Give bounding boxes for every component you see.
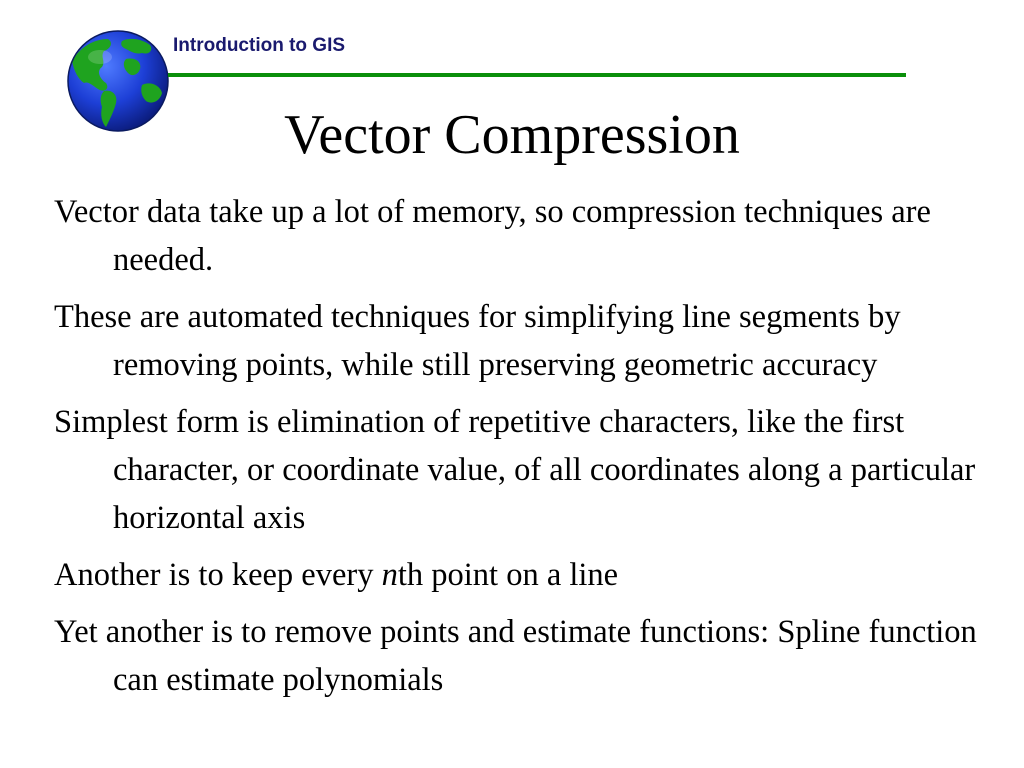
bullet-item: Simplest form is elimination of repetitive characters, like the first character, or coordinate value, of all coordinates along a particular horizontal axis [54, 404, 976, 536]
bullet-italic-text: n [381, 557, 398, 593]
bullet-text: Another is to keep every [54, 557, 382, 593]
header-divider [168, 73, 906, 77]
bullet-list [54, 188, 984, 713]
bullet-item [54, 551, 984, 599]
bullet-item: Yet another is to remove points and estimate functions: Spline function can estimate polynomials [54, 614, 977, 698]
course-title: Introduction to GIS [173, 35, 346, 56]
bullet-item: Vector data take up a lot of memory, so compression techniques are needed. [54, 194, 931, 278]
slide-title: Vector Compression [284, 104, 740, 166]
bullet-item: These are automated techniques for simplifying line segments by removing points, while still preserving geometric accuracy [54, 299, 901, 383]
bullet-text: th point on a line [397, 557, 619, 593]
